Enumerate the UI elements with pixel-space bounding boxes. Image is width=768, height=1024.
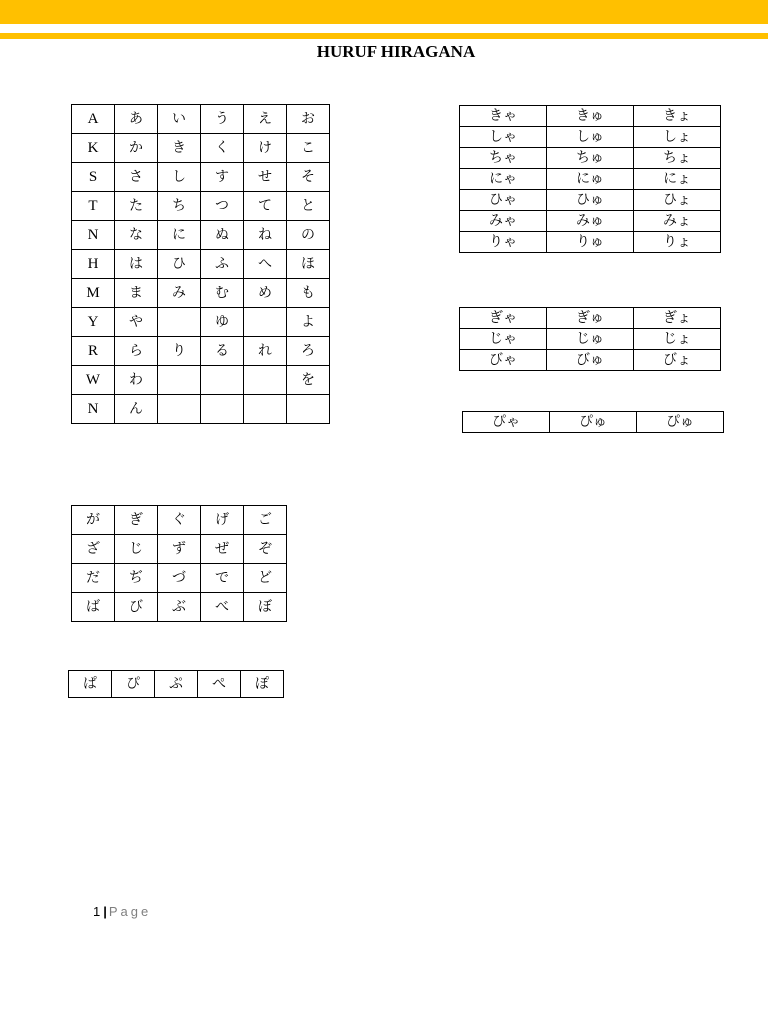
kana-cell: ぼ bbox=[244, 593, 287, 622]
kana-cell: で bbox=[201, 564, 244, 593]
kana-cell bbox=[158, 366, 201, 395]
table-row bbox=[72, 279, 330, 308]
kana-cell: へ bbox=[244, 250, 287, 279]
kana-cell: みゅ bbox=[547, 211, 634, 232]
header-band bbox=[0, 0, 768, 24]
kana-cell: か bbox=[115, 134, 158, 163]
table-row bbox=[460, 169, 721, 190]
kana-cell: ぷ bbox=[155, 671, 198, 698]
kana-cell: ば bbox=[72, 593, 115, 622]
kana-cell: ま bbox=[115, 279, 158, 308]
kana-cell: ひゃ bbox=[460, 190, 547, 211]
kana-cell: む bbox=[201, 279, 244, 308]
kana-cell: びゃ bbox=[460, 350, 547, 371]
kana-cell: きょ bbox=[634, 106, 721, 127]
header-rule bbox=[0, 33, 768, 39]
kana-cell: し bbox=[158, 163, 201, 192]
kana-cell: みゃ bbox=[460, 211, 547, 232]
kana-cell: ひょ bbox=[634, 190, 721, 211]
table-row bbox=[72, 221, 330, 250]
basic-hiragana-table bbox=[71, 104, 330, 424]
kana-cell: にょ bbox=[634, 169, 721, 190]
kana-cell: よ bbox=[287, 308, 330, 337]
table-row bbox=[72, 506, 287, 535]
kana-cell: きゃ bbox=[460, 106, 547, 127]
kana-cell: は bbox=[115, 250, 158, 279]
kana-cell: え bbox=[244, 105, 287, 134]
kana-cell: た bbox=[115, 192, 158, 221]
kana-cell: せ bbox=[244, 163, 287, 192]
table-row bbox=[72, 564, 287, 593]
table-row bbox=[72, 337, 330, 366]
kana-cell: しゅ bbox=[547, 127, 634, 148]
kana-cell: ほ bbox=[287, 250, 330, 279]
kana-cell: ざ bbox=[72, 535, 115, 564]
table-row bbox=[460, 106, 721, 127]
kana-cell: こ bbox=[287, 134, 330, 163]
kana-cell: つ bbox=[201, 192, 244, 221]
row-consonant-label: S bbox=[72, 163, 115, 192]
table-row bbox=[72, 366, 330, 395]
kana-cell: ちゅ bbox=[547, 148, 634, 169]
kana-cell: ぴゅ bbox=[637, 412, 724, 433]
handakuon-table bbox=[68, 670, 284, 698]
kana-cell: や bbox=[115, 308, 158, 337]
table-row bbox=[72, 134, 330, 163]
table-row bbox=[460, 127, 721, 148]
kana-cell: みょ bbox=[634, 211, 721, 232]
table-row bbox=[72, 250, 330, 279]
kana-cell bbox=[244, 308, 287, 337]
kana-cell: び bbox=[115, 593, 158, 622]
youon-table bbox=[459, 105, 721, 253]
kana-cell: だ bbox=[72, 564, 115, 593]
footer-separator: | bbox=[103, 904, 107, 919]
kana-cell: ぎゅ bbox=[547, 308, 634, 329]
kana-cell: ふ bbox=[201, 250, 244, 279]
kana-cell: ぽ bbox=[241, 671, 284, 698]
kana-cell: の bbox=[287, 221, 330, 250]
kana-cell: め bbox=[244, 279, 287, 308]
table-row bbox=[72, 105, 330, 134]
kana-cell: しゃ bbox=[460, 127, 547, 148]
kana-cell: ぎょ bbox=[634, 308, 721, 329]
kana-cell: びょ bbox=[634, 350, 721, 371]
kana-cell: さ bbox=[115, 163, 158, 192]
kana-cell: りゃ bbox=[460, 232, 547, 253]
kana-cell: ひ bbox=[158, 250, 201, 279]
kana-cell: じゃ bbox=[460, 329, 547, 350]
kana-cell: を bbox=[287, 366, 330, 395]
table-row bbox=[72, 535, 287, 564]
kana-cell: ぴゅ bbox=[550, 412, 637, 433]
row-consonant-label: H bbox=[72, 250, 115, 279]
kana-cell: あ bbox=[115, 105, 158, 134]
kana-cell: ちょ bbox=[634, 148, 721, 169]
kana-cell: る bbox=[201, 337, 244, 366]
kana-cell: づ bbox=[158, 564, 201, 593]
table-row bbox=[460, 148, 721, 169]
kana-cell: れ bbox=[244, 337, 287, 366]
kana-cell: ん bbox=[115, 395, 158, 424]
row-consonant-label: K bbox=[72, 134, 115, 163]
table-row bbox=[460, 211, 721, 232]
kana-cell: て bbox=[244, 192, 287, 221]
dakuon-table bbox=[71, 505, 287, 622]
youon-handakuon-table bbox=[462, 411, 724, 433]
kana-cell: にゃ bbox=[460, 169, 547, 190]
kana-cell: な bbox=[115, 221, 158, 250]
kana-cell: げ bbox=[201, 506, 244, 535]
kana-cell: じょ bbox=[634, 329, 721, 350]
kana-cell: べ bbox=[201, 593, 244, 622]
kana-cell: ぎゃ bbox=[460, 308, 547, 329]
kana-cell: ひゅ bbox=[547, 190, 634, 211]
kana-cell: り bbox=[158, 337, 201, 366]
kana-cell: そ bbox=[287, 163, 330, 192]
kana-cell: ぜ bbox=[201, 535, 244, 564]
kana-cell: き bbox=[158, 134, 201, 163]
table-row bbox=[72, 308, 330, 337]
kana-cell: じ bbox=[115, 535, 158, 564]
footer-page-label: Page bbox=[108, 904, 152, 919]
kana-cell: ぶ bbox=[158, 593, 201, 622]
kana-cell bbox=[158, 395, 201, 424]
kana-cell: ち bbox=[158, 192, 201, 221]
row-consonant-label: M bbox=[72, 279, 115, 308]
kana-cell: じゅ bbox=[547, 329, 634, 350]
kana-cell: ろ bbox=[287, 337, 330, 366]
kana-cell: に bbox=[158, 221, 201, 250]
kana-cell: にゅ bbox=[547, 169, 634, 190]
kana-cell: ちゃ bbox=[460, 148, 547, 169]
kana-cell: ぴ bbox=[112, 671, 155, 698]
table-row bbox=[460, 350, 721, 371]
kana-cell: ぢ bbox=[115, 564, 158, 593]
kana-cell: い bbox=[158, 105, 201, 134]
kana-cell: ら bbox=[115, 337, 158, 366]
kana-cell: ど bbox=[244, 564, 287, 593]
kana-cell: ぱ bbox=[69, 671, 112, 698]
kana-cell: み bbox=[158, 279, 201, 308]
kana-cell: ね bbox=[244, 221, 287, 250]
kana-cell bbox=[201, 395, 244, 424]
kana-cell bbox=[158, 308, 201, 337]
kana-cell: ぴゃ bbox=[463, 412, 550, 433]
kana-cell: ぐ bbox=[158, 506, 201, 535]
kana-cell bbox=[201, 366, 244, 395]
kana-cell bbox=[244, 395, 287, 424]
table-row bbox=[460, 308, 721, 329]
kana-cell: す bbox=[201, 163, 244, 192]
row-consonant-label: N bbox=[72, 221, 115, 250]
table-row bbox=[460, 329, 721, 350]
page-title: HURUF HIRAGANA bbox=[316, 42, 476, 61]
kana-cell: け bbox=[244, 134, 287, 163]
table-row bbox=[460, 190, 721, 211]
kana-cell: う bbox=[201, 105, 244, 134]
kana-cell bbox=[287, 395, 330, 424]
kana-cell: ご bbox=[244, 506, 287, 535]
kana-cell: が bbox=[72, 506, 115, 535]
kana-cell: ぺ bbox=[198, 671, 241, 698]
row-consonant-label: T bbox=[72, 192, 115, 221]
table-row bbox=[460, 232, 721, 253]
row-consonant-label: Y bbox=[72, 308, 115, 337]
kana-cell: お bbox=[287, 105, 330, 134]
kana-cell: ぬ bbox=[201, 221, 244, 250]
kana-cell: ゆ bbox=[201, 308, 244, 337]
page-footer bbox=[93, 904, 151, 919]
kana-cell: びゅ bbox=[547, 350, 634, 371]
kana-cell: ぎ bbox=[115, 506, 158, 535]
table-row bbox=[72, 593, 287, 622]
kana-cell: と bbox=[287, 192, 330, 221]
kana-cell: ず bbox=[158, 535, 201, 564]
youon-dakuon-table bbox=[459, 307, 721, 371]
kana-cell: りょ bbox=[634, 232, 721, 253]
table-row bbox=[72, 192, 330, 221]
row-consonant-label: W bbox=[72, 366, 115, 395]
kana-cell: わ bbox=[115, 366, 158, 395]
row-consonant-label: A bbox=[72, 105, 115, 134]
kana-cell: きゅ bbox=[547, 106, 634, 127]
table-row bbox=[72, 395, 330, 424]
row-consonant-label: N bbox=[72, 395, 115, 424]
table-row bbox=[69, 671, 284, 698]
page-number: 1 bbox=[93, 904, 101, 919]
kana-cell: く bbox=[201, 134, 244, 163]
kana-cell: ぞ bbox=[244, 535, 287, 564]
table-row bbox=[463, 412, 724, 433]
kana-cell: も bbox=[287, 279, 330, 308]
row-consonant-label: R bbox=[72, 337, 115, 366]
kana-cell: りゅ bbox=[547, 232, 634, 253]
table-row bbox=[72, 163, 330, 192]
kana-cell bbox=[244, 366, 287, 395]
kana-cell: しょ bbox=[634, 127, 721, 148]
